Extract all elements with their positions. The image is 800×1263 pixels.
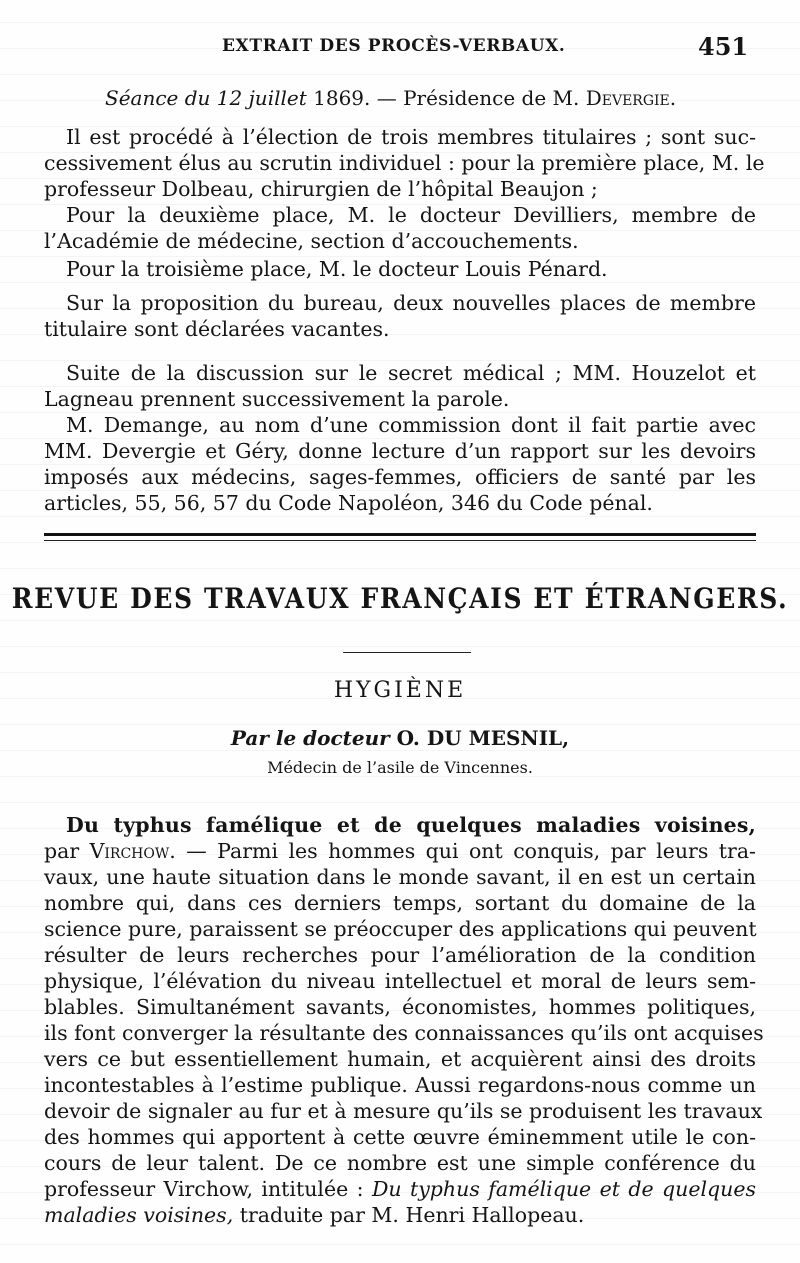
minutes-line: Sur la proposition du bureau, deux nouvelles places de membre (66, 291, 756, 315)
article-last-italic: maladies voisines, (44, 1203, 234, 1227)
seance-end: . (669, 86, 677, 110)
minutes-line: imposés aux médecins, sages-femmes, officiers de santé par les (44, 465, 756, 489)
minutes-line: M. Demange, au nom d’une commission dont il fait partie avec (66, 413, 756, 437)
article-first-line (44, 838, 756, 864)
author-line (0, 726, 800, 750)
seance-du: du (178, 86, 217, 110)
article-penult-prefix: professeur Virchow, intitulée : (44, 1177, 372, 1201)
article-line (44, 1176, 756, 1202)
section-title: REVUE DES TRAVAUX FRANÇAIS ET ÉTRANGERS. (11, 582, 789, 615)
article-line: résulter de leurs recherches pour l’amélioration de la condition (44, 943, 756, 967)
minutes-line: cessivement élus au scrutin individuel : pour la première place, M. le (44, 151, 765, 175)
article-line: ils font converger la résultante des connaissances qu’ils ont acquises (44, 1021, 764, 1045)
author-affiliation: Médecin de l’asile de Vincennes. (267, 758, 533, 777)
article-author: Virchow (89, 839, 170, 863)
article-line: devoir de signaler au fur et à mesure qu’ils se produisent les travaux (44, 1099, 763, 1123)
seance-line (105, 86, 676, 110)
running-title: EXTRAIT DES PROCÈS-VERBAUX. (222, 36, 566, 56)
minutes-line: Il est procédé à l’élection de trois membres titulaires ; sont suc- (66, 125, 756, 149)
article-penult-italic: Du typhus famélique et de quelques (371, 1177, 757, 1201)
subsection-title: HYGIÈNE (333, 678, 467, 703)
seance-month: juillet (248, 86, 307, 110)
article-line: nombre qui, dans ces derniers temps, sortant du domaine de la (44, 891, 756, 915)
section-rule-thick (44, 533, 756, 536)
article-line: incontestables à l’estime publique. Aussi regardons-nous comme un (44, 1073, 756, 1097)
article-line: des hommes qui apportent à cette œuvre éminemment utile le con- (44, 1125, 756, 1149)
minutes-line: titulaire sont déclarées vacantes. (44, 317, 390, 341)
page-number: 451 (698, 32, 749, 61)
title-underline (343, 652, 471, 653)
article-line1-rest: . — Parmi les hommes qui ont conquis, par leurs tra- (169, 839, 756, 863)
minutes-line: articles, 55, 56, 57 du Code Napoléon, 346 du Code pénal. (44, 491, 653, 515)
article-last-line (44, 1202, 756, 1228)
minutes-line: l’Académie de médecine, section d’accouchements. (44, 229, 579, 253)
seance-president: Devergie (585, 86, 670, 110)
author-prefix: Par le docteur (230, 726, 397, 750)
article-line: cours de leur talent. De ce nombre est une simple conférence du (44, 1151, 756, 1175)
section-rule-thin (44, 540, 756, 541)
article-heading: Du typhus famélique et de quelques maladies voisines, (66, 813, 756, 837)
minutes-line: Pour la deuxième place, M. le docteur Devilliers, membre de (66, 203, 756, 227)
article-last-rest: traduite par M. Henri Hallopeau. (233, 1203, 585, 1227)
author-name: O. DU MESNIL, (396, 726, 570, 750)
seance-prefix: Séance (105, 86, 179, 110)
seance-year-presidence: 1869. — Présidence de M. (306, 86, 586, 110)
article-par: par (44, 839, 90, 863)
minutes-line: Pour la troisième place, M. le docteur Louis Pénard. (66, 257, 608, 281)
seance-day: 12 (216, 86, 249, 110)
running-header (0, 32, 800, 66)
minutes-line: Lagneau prennent successivement la parole. (44, 387, 510, 411)
article-line: vaux, une haute situation dans le monde savant, il en est un certain (44, 865, 756, 889)
article-line: vers ce but essentiellement humain, et acquièrent ainsi des droits (44, 1047, 756, 1071)
article-line: science pure, paraissent se préoccuper des applications qui peuvent (44, 917, 757, 941)
article-line: blables. Simultanément savants, économistes, hommes politiques, (44, 995, 756, 1019)
article-line: physique, l’élévation du niveau intellectuel et moral de leurs sem- (44, 969, 756, 993)
minutes-line: professeur Dolbeau, chirurgien de l’hôpital Beaujon ; (44, 177, 598, 201)
minutes-line: MM. Devergie et Géry, donne lecture d’un rapport sur les devoirs (44, 439, 756, 463)
minutes-line: Suite de la discussion sur le secret médical ; MM. Houzelot et (66, 361, 756, 385)
